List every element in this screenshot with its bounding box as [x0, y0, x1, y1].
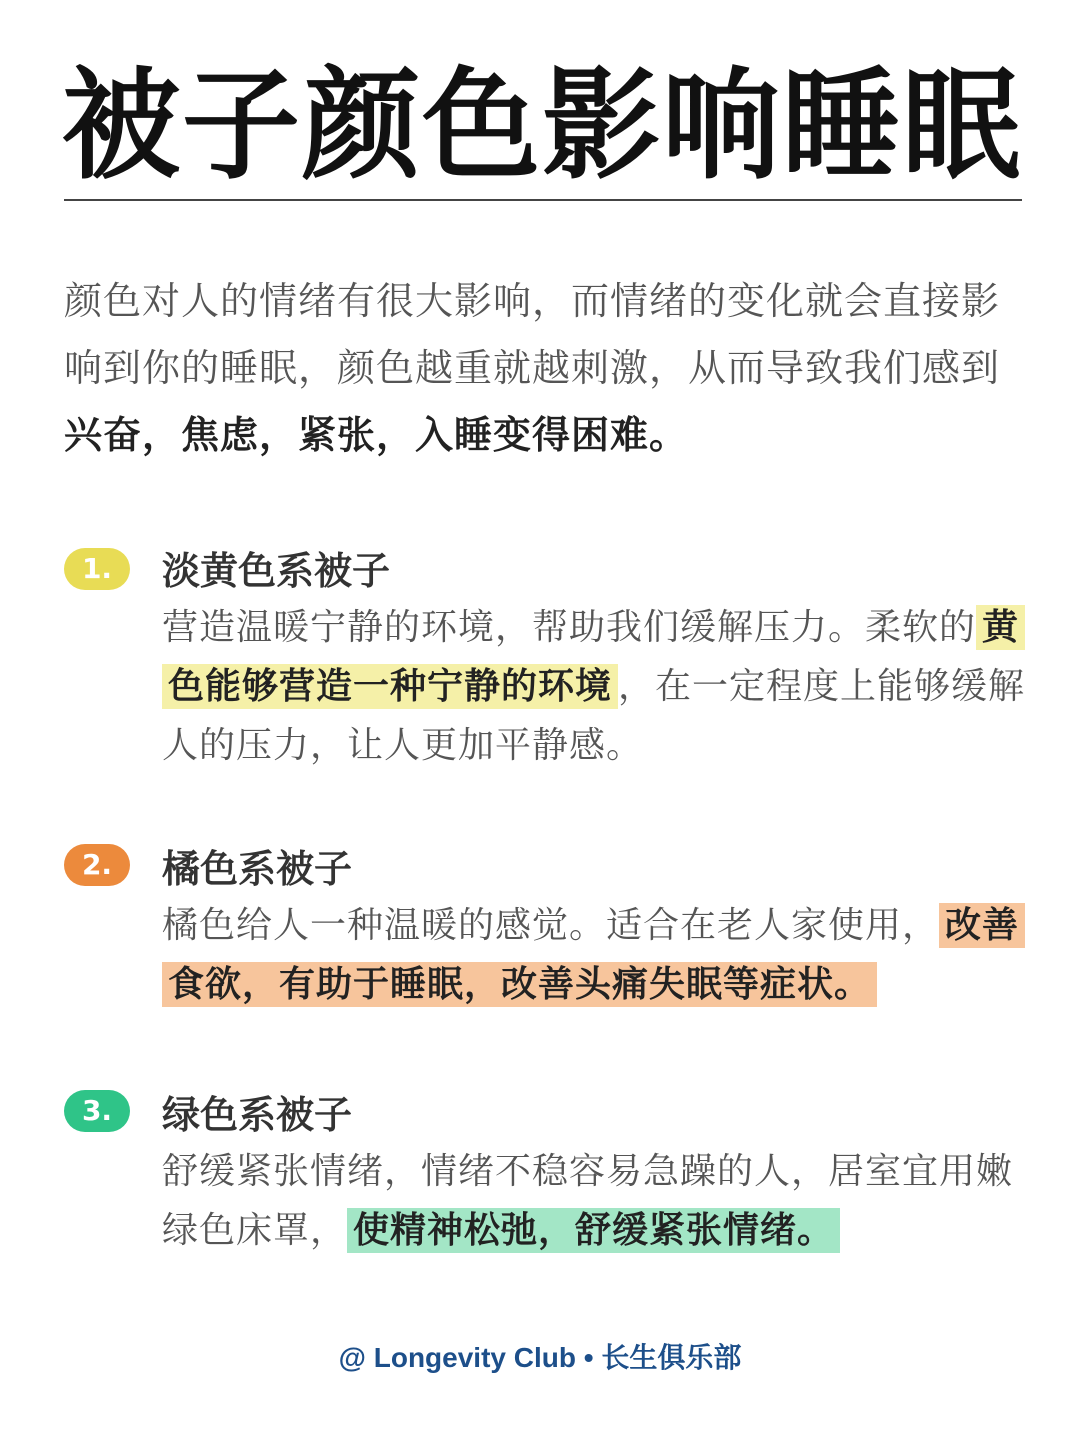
item-text: 舒缓紧张情绪，情绪不稳容易急躁的人，居室宜用嫩绿色床罩， — [162, 1151, 1014, 1251]
number-badge: 1. — [64, 548, 130, 590]
title-divider — [64, 199, 1022, 201]
item-text: 橘色给人一种温暖的感觉。适合在老人家使用， — [162, 905, 940, 946]
item-body — [162, 1142, 1028, 1260]
number-badge: 3. — [64, 1090, 130, 1132]
item-body — [162, 896, 1028, 1014]
intro-text: 颜色对人的情绪有很大影响，而情绪的变化就会直接影响到你的睡眠，颜色越重就越刺激，从而导致我们感到 — [64, 279, 1001, 390]
page-title: 被子颜色影响睡眠 — [62, 57, 1022, 196]
item-highlight: 黄色能够营造一种宁静的环境 — [162, 605, 1025, 709]
intro-emphasis: 兴奋，焦虑，紧张，入睡变得困难。 — [64, 413, 689, 457]
item-title: 淡黄色系被子 — [162, 549, 391, 593]
number-badge: 2. — [64, 844, 130, 886]
footer-credit: @ Longevity Club • 长生俱乐部 — [338, 1342, 742, 1373]
item-title: 绿色系被子 — [162, 1093, 353, 1137]
item-title: 橘色系被子 — [162, 847, 353, 891]
item-body — [162, 598, 1028, 775]
item-highlight: 改善食欲，有助于睡眠，改善头痛失眠等症状。 — [162, 903, 1025, 1007]
item-highlight: 使精神松弛，舒缓紧张情绪。 — [347, 1208, 840, 1253]
intro-paragraph — [64, 268, 1026, 469]
item-text-after: ，在一定程度上能够缓解人的压力，让人更加平静感。 — [162, 666, 1026, 766]
item-text: 营造温暖宁静的环境，帮助我们缓解压力。柔软的 — [162, 607, 977, 648]
